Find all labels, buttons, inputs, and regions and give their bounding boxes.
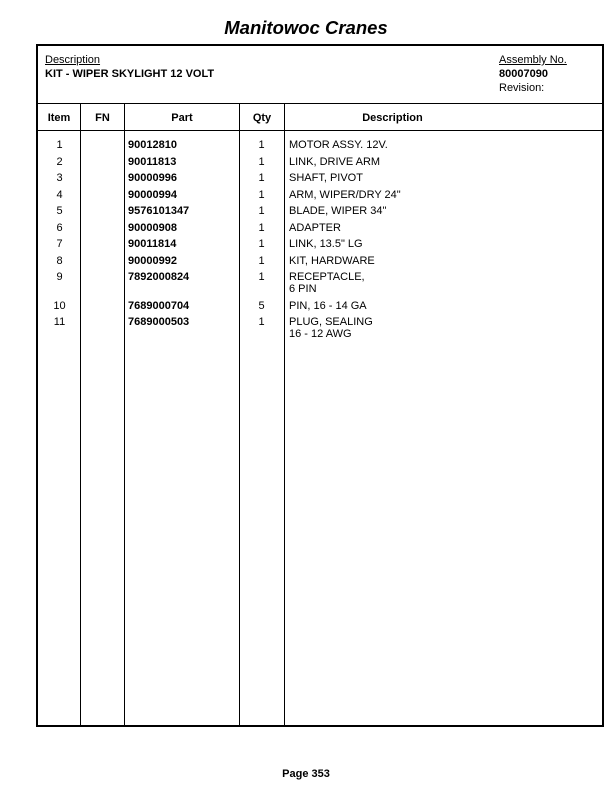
table-row (38, 272, 602, 301)
quantity: 1 (258, 172, 265, 184)
column-header-part: Part (171, 112, 193, 124)
column-header-description: Description (362, 112, 423, 124)
assembly-number: 80007090 (499, 68, 548, 80)
part-number: 90000908 (128, 221, 177, 234)
item-number: 9 (56, 271, 63, 283)
quantity: 1 (258, 238, 265, 250)
part-description: LINK, DRIVE ARM (289, 155, 381, 168)
part-number: 90000996 (128, 172, 177, 184)
part-description: PIN, 16 - 14 GA (289, 299, 367, 312)
part-description: BLADE, WIPER 34" (289, 205, 387, 217)
table-row (38, 190, 602, 207)
column-header-qty: Qty (252, 112, 272, 124)
quantity: 1 (258, 139, 265, 151)
part-number: 90000994 (128, 188, 177, 201)
table-row (38, 223, 602, 240)
part-number: 7689000503 (128, 316, 190, 328)
item-number: 6 (56, 221, 63, 234)
quantity: 1 (258, 221, 265, 234)
quantity: 5 (258, 299, 265, 312)
description-value: KIT - WIPER SKYLIGHT 12 VOLT (45, 68, 215, 80)
quantity: 1 (258, 188, 265, 201)
table-row (38, 173, 602, 190)
part-number: 7892000824 (128, 271, 190, 283)
table-row (38, 256, 602, 273)
page-number: Page 353 (282, 768, 330, 780)
part-number: 90000992 (128, 254, 177, 267)
quantity: 1 (258, 271, 265, 283)
table-row (38, 157, 602, 174)
item-number: 11 (53, 316, 66, 328)
header-divider (38, 103, 602, 104)
quantity: 1 (258, 254, 265, 267)
quantity: 1 (258, 205, 265, 217)
column-header-item: Item (47, 112, 71, 124)
column-header-divider (38, 130, 602, 131)
item-number: 3 (56, 172, 63, 184)
part-number: 90011814 (128, 238, 177, 250)
part-number: 90012810 (128, 139, 177, 151)
part-description: ARM, WIPER/DRY 24" (289, 188, 401, 201)
table-row (38, 206, 602, 223)
column-header-fn: FN (95, 112, 110, 124)
table-row (38, 301, 602, 318)
parts-list-frame (36, 44, 604, 727)
description-label: Description (45, 54, 101, 66)
part-description: MOTOR ASSY. 12V. (289, 139, 388, 151)
table-row (38, 140, 602, 157)
item-number: 1 (56, 139, 63, 151)
part-description: LINK, 13.5" LG (289, 238, 363, 250)
item-number: 5 (56, 205, 63, 217)
page-title: Manitowoc Cranes (224, 17, 388, 38)
item-number: 2 (56, 155, 63, 168)
part-description: ADAPTER (289, 221, 341, 234)
part-description: KIT, HARDWARE (289, 254, 375, 267)
part-description: SHAFT, PIVOT (289, 172, 363, 184)
item-number: 10 (53, 299, 66, 312)
quantity: 1 (258, 316, 265, 328)
assembly-label: Assembly No. (499, 54, 567, 66)
quantity: 1 (258, 155, 265, 168)
item-number: 4 (56, 188, 63, 201)
parts-table-body (38, 140, 602, 346)
table-row (38, 239, 602, 256)
revision-label: Revision: (499, 82, 545, 94)
table-row (38, 317, 602, 346)
item-number: 7 (56, 238, 63, 250)
part-number: 7689000704 (128, 299, 190, 312)
part-number: 9576101347 (128, 205, 190, 217)
part-description: RECEPTACLE, 6 PIN (289, 271, 365, 295)
item-number: 8 (56, 254, 63, 267)
part-description: PLUG, SEALING 16 - 12 AWG (289, 316, 373, 340)
part-number: 90011813 (128, 155, 177, 168)
